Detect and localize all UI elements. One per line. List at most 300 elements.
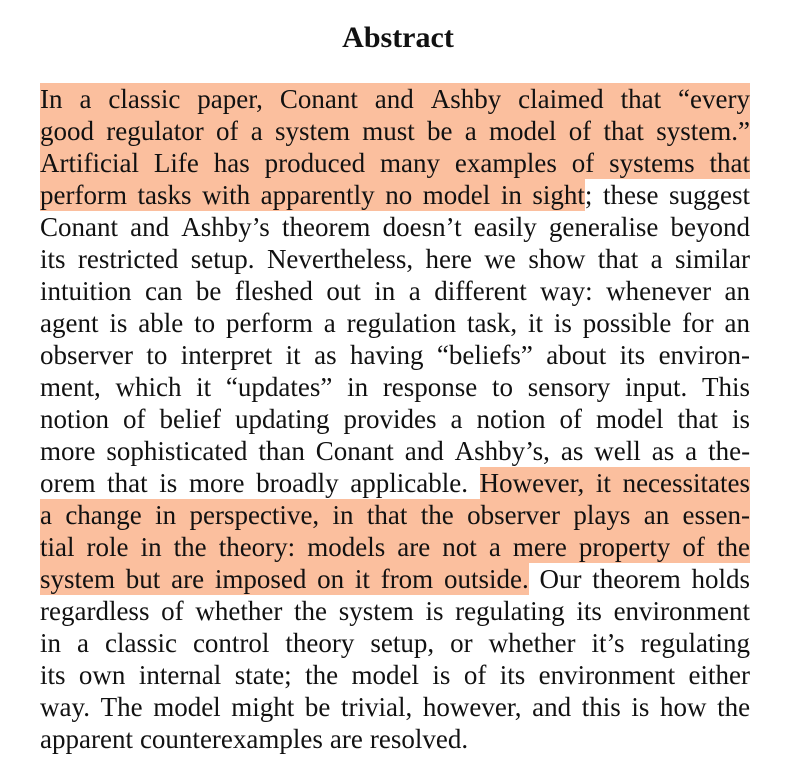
word: environ- <box>658 340 751 370</box>
word-space <box>148 467 160 499</box>
word: its <box>499 660 526 690</box>
word-space <box>358 83 375 115</box>
word: input. <box>624 372 688 402</box>
word-space <box>306 563 317 595</box>
highlighted-word: from <box>380 564 434 594</box>
word-space <box>250 147 265 179</box>
word: are <box>329 724 363 754</box>
word: applicable. <box>350 468 468 498</box>
word-space <box>443 595 455 627</box>
word: a <box>685 436 698 466</box>
word-space <box>323 723 330 755</box>
highlighted-word: are <box>397 532 431 562</box>
abstract-line <box>40 435 750 467</box>
word-space <box>149 595 161 627</box>
highlighted-word: must <box>362 116 415 146</box>
word-space <box>319 499 332 531</box>
highlighted-word: system <box>274 116 350 146</box>
word-space <box>207 531 219 563</box>
word: an <box>724 308 750 338</box>
word: possible <box>582 308 672 338</box>
word: environment <box>538 660 676 690</box>
word-space <box>557 147 572 179</box>
word: state; <box>234 660 292 690</box>
highlighted-word: on <box>317 564 345 594</box>
highlighted-word: paper, <box>197 84 263 114</box>
highlighted-word: tasks <box>137 180 192 210</box>
word-space <box>705 531 717 563</box>
word: This <box>701 372 750 402</box>
word-space <box>681 563 692 595</box>
word: it <box>285 340 301 370</box>
abstract-line <box>40 659 750 691</box>
word-space <box>472 243 484 275</box>
word: regulation <box>346 308 457 338</box>
highlighted-word: However, <box>479 468 585 498</box>
word-space <box>63 83 80 115</box>
word: The <box>100 692 143 722</box>
word-space <box>294 691 305 723</box>
highlighted-word: with <box>202 180 251 210</box>
highlighted-word: model <box>488 116 557 146</box>
word-space <box>543 307 554 339</box>
highlighted-word: role <box>86 532 129 562</box>
word: Ashby’s, <box>454 436 550 466</box>
word-space <box>473 627 489 659</box>
highlighted-word: the <box>173 532 207 562</box>
word-space <box>669 499 682 531</box>
word: that <box>107 468 148 498</box>
word-space <box>545 403 559 435</box>
highlighted-word: an <box>643 500 670 530</box>
word: whether <box>488 628 576 658</box>
word: way. <box>40 692 90 722</box>
word: well <box>594 436 641 466</box>
word: it <box>196 372 212 402</box>
word-space <box>177 467 189 499</box>
word: setup, <box>370 628 435 658</box>
highlighted-word: outside. <box>443 564 529 594</box>
word: theorem <box>281 212 371 242</box>
word-space <box>66 243 78 275</box>
word-space <box>516 243 528 275</box>
highlighted-word: Life <box>153 148 199 178</box>
word: fleshed <box>234 276 313 306</box>
abstract-line <box>40 371 750 403</box>
word: whenever <box>606 276 712 306</box>
word-space <box>571 691 582 723</box>
abstract-line <box>40 723 750 755</box>
word-space <box>52 499 65 531</box>
word: “updates” <box>225 372 333 402</box>
word-space <box>602 595 614 627</box>
word: environment <box>613 596 751 626</box>
word: out <box>326 276 361 306</box>
word-space <box>295 531 307 563</box>
word-space <box>354 499 367 531</box>
word: is <box>432 660 451 690</box>
word-space <box>184 595 196 627</box>
word: doesn’t <box>382 212 462 242</box>
highlighted-word: that <box>709 148 751 178</box>
word: of <box>123 404 146 434</box>
highlighted-word: change <box>65 500 142 530</box>
abstract-line <box>40 403 750 435</box>
word-space <box>658 211 670 243</box>
word-space <box>182 275 195 307</box>
word: is <box>425 596 444 626</box>
word-space <box>486 659 499 691</box>
word-space <box>370 211 382 243</box>
word: in <box>40 628 62 658</box>
abstract-heading: Abstract <box>342 21 454 54</box>
highlighted-word: good <box>40 116 94 146</box>
highlighted-word: in <box>332 500 354 530</box>
word-space <box>244 467 256 499</box>
word: might <box>231 692 295 722</box>
highlighted-word: a <box>79 84 92 114</box>
word-space <box>238 115 250 147</box>
word: of <box>161 596 184 626</box>
word-space <box>160 563 171 595</box>
word-space <box>269 627 285 659</box>
word-space <box>215 307 226 339</box>
word-space <box>301 339 314 371</box>
word-space <box>407 499 420 531</box>
word: “beliefs” <box>436 340 533 370</box>
word: ; <box>584 180 593 210</box>
word: a <box>323 308 336 338</box>
word-space <box>146 403 160 435</box>
word: for <box>682 308 714 338</box>
word-space <box>649 691 660 723</box>
word-space <box>533 339 546 371</box>
highlighted-word: not <box>442 532 477 562</box>
word-space <box>582 563 593 595</box>
word: Ashby’s <box>181 212 270 242</box>
highlighted-word: has <box>213 148 250 178</box>
word: updating <box>234 404 330 434</box>
word: to <box>146 340 168 370</box>
word: whether <box>195 596 283 626</box>
word-space <box>414 83 431 115</box>
word-space <box>395 275 408 307</box>
word-space <box>477 371 492 403</box>
word-space <box>370 563 381 595</box>
word: agent <box>40 308 99 338</box>
highlighted-word: necessitates <box>622 468 751 498</box>
word: a <box>450 404 463 434</box>
word: regardless <box>40 596 150 626</box>
word-space <box>329 403 343 435</box>
word-space <box>462 211 474 243</box>
word-space <box>204 115 216 147</box>
word-space <box>272 339 285 371</box>
abstract-line <box>40 275 750 307</box>
word: is <box>159 468 178 498</box>
word: can <box>144 276 183 306</box>
word-space <box>199 147 214 179</box>
word-space <box>221 691 232 723</box>
word-space <box>211 371 226 403</box>
highlighted-word: Artificial <box>40 148 139 178</box>
word: is <box>731 404 750 434</box>
word-space <box>415 115 427 147</box>
word-space <box>181 371 196 403</box>
highlighted-word: apparently <box>260 180 375 210</box>
abstract-line <box>40 563 750 595</box>
highlighted-word: theory: <box>218 532 296 562</box>
word: similar <box>675 244 751 274</box>
word-space <box>663 243 675 275</box>
word: generalise <box>548 212 659 242</box>
word-space <box>337 339 350 371</box>
highlighted-word: imposed <box>214 564 307 594</box>
word-space <box>305 435 316 467</box>
highlighted-word: Ashby <box>430 84 502 114</box>
highlighted-word: be <box>426 116 453 146</box>
word-space <box>711 275 724 307</box>
word: the <box>717 692 751 722</box>
word: an <box>724 276 751 306</box>
word: which <box>115 372 182 402</box>
word-space <box>674 435 685 467</box>
highlighted-word: the <box>716 532 750 562</box>
word: a <box>650 244 663 274</box>
word: of <box>463 660 487 690</box>
word: holds <box>691 564 751 594</box>
word-space <box>221 275 234 307</box>
word-space <box>592 179 603 211</box>
word-space <box>621 691 632 723</box>
word: in <box>347 372 369 402</box>
word-space <box>591 115 603 147</box>
word-space <box>517 307 528 339</box>
word: counterexamples <box>139 724 323 754</box>
word: its <box>576 596 602 626</box>
word-space <box>477 531 489 563</box>
highlighted-word: a <box>488 532 501 562</box>
word-space <box>477 115 489 147</box>
word-space <box>436 403 450 435</box>
word-space <box>177 627 193 659</box>
word-space <box>444 435 455 467</box>
highlighted-word: sight <box>532 180 585 210</box>
word-space <box>394 435 405 467</box>
word-space <box>127 179 138 211</box>
word: restricted <box>77 244 179 274</box>
word: and <box>130 212 170 242</box>
word-space <box>118 211 130 243</box>
highlighted-word: in <box>155 500 177 530</box>
word: regulating <box>455 596 565 626</box>
word-space <box>414 595 426 627</box>
word-space <box>430 531 442 563</box>
word-space <box>584 467 596 499</box>
word-space <box>361 275 374 307</box>
abstract-line <box>40 307 750 339</box>
highlighted-word: “every <box>678 84 750 114</box>
word-space <box>638 243 650 275</box>
word-space <box>583 435 594 467</box>
word: broadly <box>256 468 339 498</box>
word-space <box>339 467 351 499</box>
word-space <box>433 563 444 595</box>
word: is <box>553 308 572 338</box>
abstract-line <box>40 339 750 371</box>
word-space <box>522 691 533 723</box>
word-space <box>139 147 154 179</box>
word: here <box>425 244 473 274</box>
highlighted-word: systems <box>609 148 695 178</box>
word: Our <box>539 564 582 594</box>
highlighted-word: that <box>366 500 408 530</box>
word-space <box>127 307 138 339</box>
word-space <box>94 115 106 147</box>
word-space <box>604 83 621 115</box>
word-space <box>565 595 577 627</box>
word: sensory <box>527 372 611 402</box>
word: as <box>651 436 675 466</box>
word-space <box>522 179 533 211</box>
word-space <box>537 211 549 243</box>
abstract-line <box>40 115 750 147</box>
word: intuition <box>40 276 132 306</box>
word-space <box>490 179 501 211</box>
word-space <box>98 307 109 339</box>
word-space <box>550 435 561 467</box>
word-space <box>332 371 347 403</box>
highlighted-word: are <box>171 564 205 594</box>
word-space <box>263 115 275 147</box>
word: control <box>192 628 270 658</box>
word: a <box>77 628 89 658</box>
word: Nevertheless, <box>266 244 414 274</box>
word-space <box>529 563 540 595</box>
word-space <box>687 371 702 403</box>
word-space <box>221 403 235 435</box>
highlighted-word: it <box>354 564 370 594</box>
word: than <box>258 436 305 466</box>
word-space <box>501 531 513 563</box>
word-space <box>313 307 324 339</box>
highlighted-word: but <box>125 564 161 594</box>
word: having <box>350 340 424 370</box>
abstract-line <box>40 211 750 243</box>
word-space <box>424 339 437 371</box>
word: the <box>294 596 328 626</box>
word-space <box>192 179 203 211</box>
word-space <box>143 691 154 723</box>
word-space <box>95 467 107 499</box>
word-space <box>641 435 652 467</box>
word-space <box>413 243 425 275</box>
word: a <box>408 276 421 306</box>
word-space <box>585 243 597 275</box>
highlighted-word: essen- <box>682 500 751 530</box>
word-space <box>606 339 619 371</box>
abstract-line <box>40 499 750 531</box>
word-space <box>176 499 189 531</box>
word-space <box>645 339 658 371</box>
word-space <box>644 115 656 147</box>
word: Conant <box>315 436 394 466</box>
word-space <box>183 307 194 339</box>
word: show <box>528 244 586 274</box>
word-space <box>162 531 174 563</box>
word: however, <box>422 692 522 722</box>
word-space <box>697 435 708 467</box>
highlighted-word: of <box>571 148 595 178</box>
word: as <box>560 436 584 466</box>
word: response <box>382 372 478 402</box>
word: resolved. <box>369 724 469 754</box>
highlighted-word: tial <box>40 532 75 562</box>
word-space <box>250 179 261 211</box>
word-space <box>327 595 339 627</box>
word: the <box>305 660 339 690</box>
word-space <box>513 371 528 403</box>
word-space <box>625 627 641 659</box>
word: notion <box>40 404 110 434</box>
word-space <box>610 371 625 403</box>
word-space <box>525 659 538 691</box>
word-space <box>412 691 423 723</box>
word: sophisticated <box>106 436 248 466</box>
word-space <box>661 83 678 115</box>
highlighted-word: Conant <box>279 84 358 114</box>
word: regulating <box>640 628 751 658</box>
word: easily <box>473 212 537 242</box>
word-space <box>330 691 341 723</box>
word: to <box>492 372 514 402</box>
highlighted-word: that <box>620 84 662 114</box>
word-space <box>368 371 383 403</box>
word-space <box>718 403 732 435</box>
word-space <box>714 307 725 339</box>
word-space <box>204 563 215 595</box>
word-space <box>221 659 234 691</box>
word-space <box>90 691 101 723</box>
word-space <box>501 83 518 115</box>
word: setup. <box>190 244 255 274</box>
word-space <box>338 659 351 691</box>
highlighted-word: in <box>500 180 522 210</box>
word: able <box>138 308 184 338</box>
word-space <box>133 723 140 755</box>
word-space <box>556 115 568 147</box>
highlighted-word: In <box>40 84 63 114</box>
word-space <box>89 627 105 659</box>
word-space <box>706 691 717 723</box>
word-space <box>270 211 282 243</box>
word: theorem <box>592 564 681 594</box>
abstract-line <box>40 147 750 179</box>
word: that <box>677 404 718 434</box>
highlighted-word: models <box>307 532 386 562</box>
word: either <box>688 660 750 690</box>
word-space <box>572 307 583 339</box>
word-space <box>434 627 450 659</box>
word-space <box>292 659 305 691</box>
word-space <box>468 467 480 499</box>
highlighted-word: many <box>379 148 440 178</box>
highlighted-word: the <box>420 500 454 530</box>
word-space <box>115 563 126 595</box>
word: model <box>351 660 419 690</box>
word-space <box>670 531 682 563</box>
highlighted-word: observer <box>467 500 561 530</box>
